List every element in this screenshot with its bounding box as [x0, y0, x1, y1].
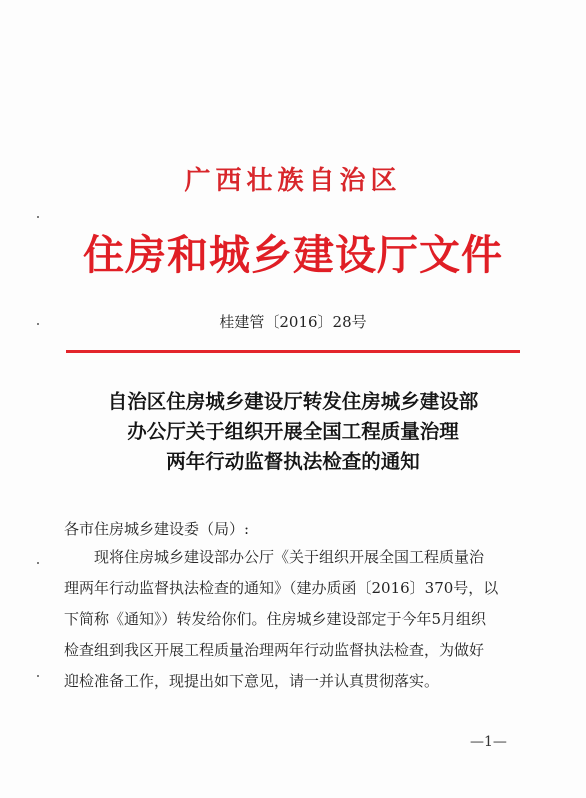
body-line: 检查组到我区开展工程质量治理两年行动监督执法检查，为做好	[64, 641, 485, 659]
page-number: —1—	[470, 734, 507, 750]
issuer-department: 住房和城乡建设厅文件	[83, 231, 503, 279]
issuer-region: 广西壮族自治区	[184, 166, 402, 196]
title-line: 两年行动监督执法检查的通知	[166, 450, 420, 473]
document-title	[40, 387, 546, 477]
salutation: 各市住房城乡建设委（局）:	[64, 520, 250, 538]
scan-speck	[37, 216, 39, 218]
body-line: 理两年行动监督执法检查的通知》（建办质函〔2016〕370号，以	[64, 579, 499, 597]
red-divider-rule	[66, 350, 520, 353]
document-number: 桂建管〔2016〕28号	[219, 313, 367, 331]
body-line: 迎检准备工作，现提出如下意见，请一并认真贯彻落实。	[64, 672, 440, 690]
title-line: 办公厅关于组织开展全国工程质量治理	[127, 420, 459, 443]
title-line: 自治区住房城乡建设厅转发住房城乡建设部	[107, 390, 479, 413]
body-line: 下简称《通知》）转发给你们。住房城乡建设部定于今年5月组织	[64, 610, 487, 628]
scan-speck	[37, 562, 39, 564]
body-line: 现将住房城乡建设部办公厅《关于组织开展全国工程质量治	[94, 548, 485, 566]
scan-speck	[37, 675, 39, 677]
body-paragraph	[64, 542, 530, 697]
